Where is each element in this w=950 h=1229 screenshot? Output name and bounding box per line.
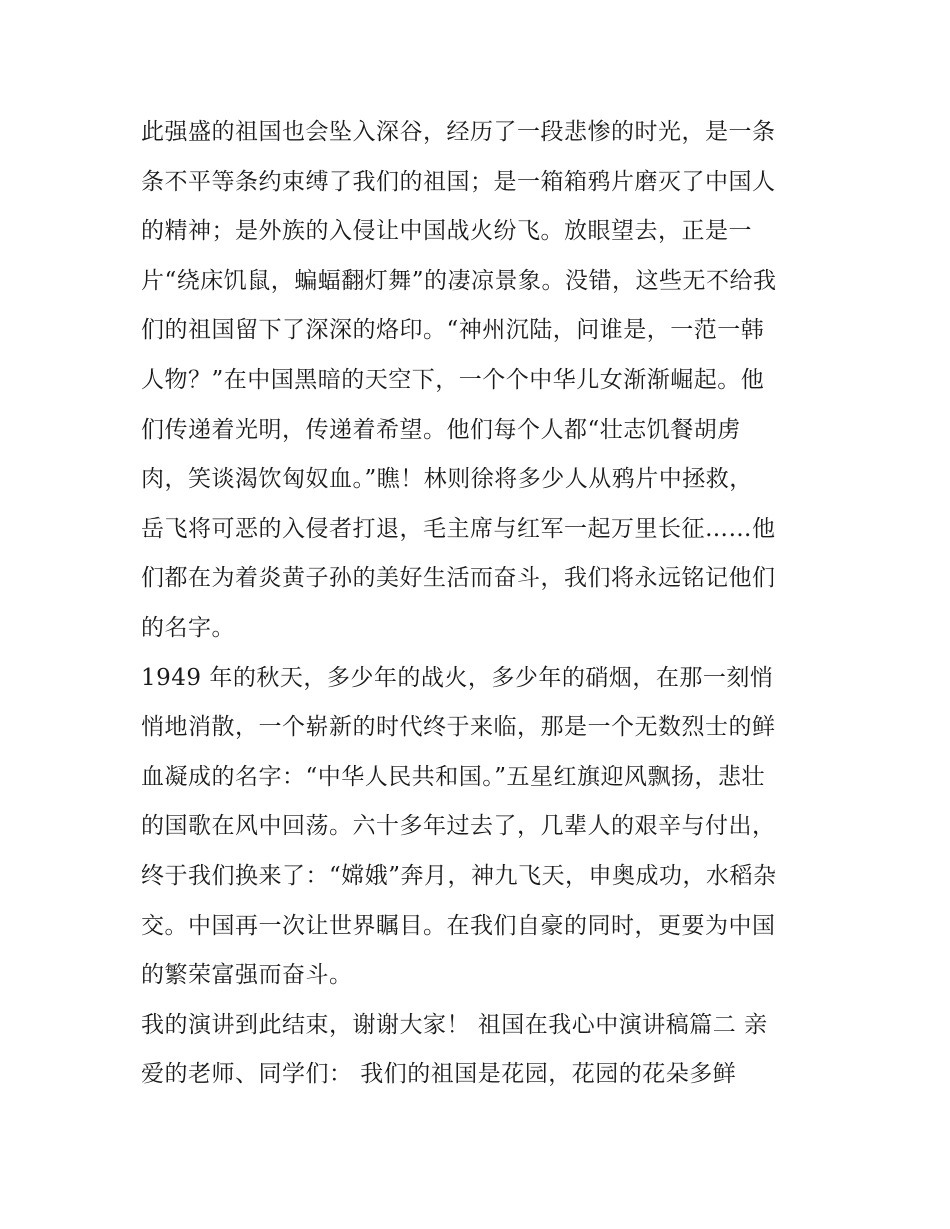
text-line: 们的祖国留下了深深的烙印。“神州沉陆，问谁是，一范一韩	[141, 317, 765, 344]
text-line: 此强盛的祖国也会坠入深谷，经历了一段悲惨的时光，是一条	[141, 119, 776, 145]
text-line: 人物？”在中国黑暗的天空下，一个个中华儿女渐渐崛起。他	[141, 366, 765, 393]
text-line: 们都在为着炎黄子孙的美好生活而奋斗，我们将永远铭记他们	[141, 565, 776, 592]
text-line: 岳飞将可恶的入侵者打退，毛主席与红军一起万里长征……他	[141, 515, 776, 542]
document-body-text	[141, 108, 821, 1100]
text-line: 我的演讲到此结束，谢谢大家！ 祖国在我心中演讲稿篇二 亲	[141, 1011, 768, 1038]
text-line: 片“绕床饥鼠，蝙蝠翻灯舞”的凄凉景象。没错，这些无不给我	[141, 267, 777, 294]
text-line: 悄地消散，一个崭新的时代终于来临，那是一个无数烈士的鲜	[141, 714, 776, 741]
text-line: 1949 年的秋天，多少年的战火，多少年的硝烟，在那一刻悄	[141, 664, 774, 691]
text-line: 的名字。	[141, 614, 235, 641]
text-line: 爱的老师、同学们： 我们的祖国是花园，花园的花朵多鲜	[141, 1061, 737, 1088]
text-line: 们传递着光明，传递着希望。他们每个人都“壮志饥餐胡虏	[141, 416, 741, 443]
text-line: 的精神；是外族的入侵让中国战火纷飞。放眼望去，正是一	[141, 218, 752, 245]
text-line: 的繁荣富强而奋斗。	[141, 962, 353, 989]
text-line: 交。中国再一次让世界瞩目。在我们自豪的同时，更要为中国	[141, 912, 776, 939]
text-line: 肉，笑谈渴饮匈奴血。”瞧！林则徐将多少人从鸦片中拯救，	[141, 466, 753, 493]
text-line: 血凝成的名字：“中华人民共和国。”五星红旗迎风飘扬，悲壮	[141, 763, 766, 790]
text-line: 终于我们换来了：“嫦娥”奔月，神九飞天，申奥成功，水稻杂	[141, 862, 777, 889]
text-line: 的国歌在风中回荡。六十多年过去了，几辈人的艰辛与付出，	[141, 813, 776, 840]
text-line: 条不平等条约束缚了我们的祖国；是一箱箱鸦片磨灭了中国人	[141, 168, 776, 195]
